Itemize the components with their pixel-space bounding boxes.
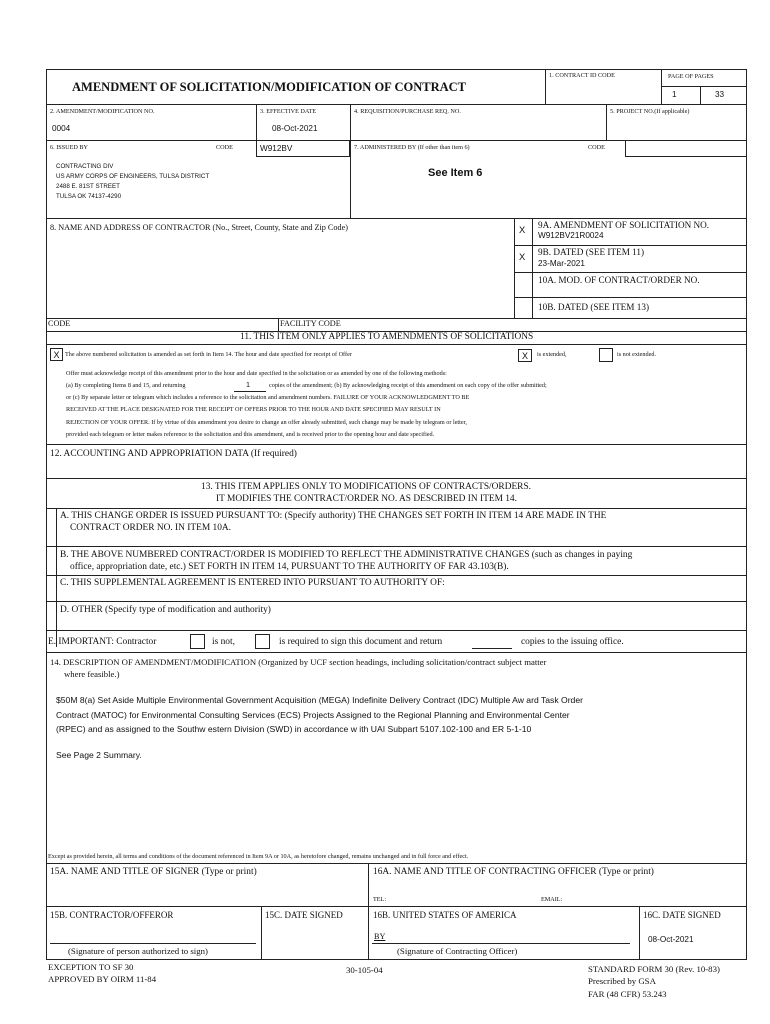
15b-label: 15B. CONTRACTOR/OFFEROR xyxy=(50,910,174,920)
16c-value: 08-Oct-2021 xyxy=(648,935,694,944)
administered-code-box xyxy=(625,140,747,157)
amendment-no-label: 2. AMENDMENT/MODIFICATION NO. xyxy=(50,108,155,115)
effective-date-value: 08-Oct-2021 xyxy=(272,124,318,133)
item-e-required: is required to sign this document and return xyxy=(279,637,443,647)
signature-person-caption: (Signature of person authorized to sign) xyxy=(68,946,208,956)
pages-total: 33 xyxy=(715,90,725,99)
footer-standard-form: STANDARD FORM 30 (Rev. 10-83) xyxy=(588,964,720,974)
item11-line1: The above numbered solicitation is amended as set forth in Item 14. The hour and date specified for receipt of Offer xyxy=(65,351,352,358)
footer-approved: APPROVED BY OIRM 11-84 xyxy=(48,974,157,984)
item11-para-1: Offer must acknowledge receipt of this amendment prior to the hour and date specified in the solicitation or as amended by one of the following methods: xyxy=(66,370,447,377)
tel-label: TEL: xyxy=(373,896,387,903)
item14-label: 14. DESCRIPTION OF AMENDMENT/MODIFICATION (Organized by UCF section headings, including solicitation/contract subject matter xyxy=(50,657,547,667)
by-label: BY xyxy=(374,932,386,941)
item11-para-6: provided each telegram or letter makes reference to the solicitation and this amendment, and is received prior to the opening hour and date specified. xyxy=(66,431,435,438)
signature-officer-caption: (Signature of Contracting Officer) xyxy=(397,946,518,956)
issuer-line-2: US ARMY CORPS OF ENGINEERS, TULSA DISTRICT xyxy=(56,173,210,180)
item11-para-2b: copies of the amendment; (b) By acknowledging receipt of this amendment on each copy of the offer submitted; xyxy=(269,382,547,389)
item13-a-line1: A. THIS CHANGE ORDER IS ISSUED PURSUANT TO: (Specify authority) THE CHANGES SET FORTH IN ITEM 14 ARE MADE IN THE xyxy=(60,511,607,521)
requisition-label: 4. REQUISITION/PURCHASE REQ. NO. xyxy=(354,108,461,115)
issuer-line-3: 2488 E. 81ST STREET xyxy=(56,183,120,190)
contractor-code-label: CODE xyxy=(48,319,71,328)
10b-label: 10B. DATED (SEE ITEM 13) xyxy=(538,302,650,312)
issued-by-label: 6. ISSUED BY xyxy=(50,144,88,151)
form-title: AMENDMENT OF SOLICITATION/MODIFICATION OF CONTRACT xyxy=(72,80,467,94)
16a-label: 16A. NAME AND TITLE OF CONTRACTING OFFICER (Type or print) xyxy=(373,867,654,877)
page-of-pages-label: PAGE OF PAGES xyxy=(668,73,714,80)
item13-heading-1: 13. THIS ITEM APPLIES ONLY TO MODIFICATIONS OF CONTRACTS/ORDERS. xyxy=(201,482,531,492)
is-extended-label: is extended, xyxy=(537,351,567,358)
extended-checkbox[interactable]: X xyxy=(518,349,532,362)
item11-amended-checkbox[interactable]: X xyxy=(50,348,63,361)
item13-a-line2: CONTRACT ORDER NO. IN ITEM 10A. xyxy=(70,523,232,533)
10a-label: 10A. MOD. OF CONTRACT/ORDER NO. xyxy=(538,275,700,285)
item14-desc-line-3: (RPEC) and as assigned to the Southw estern Division (SWD) in accordance w ith UAI Subpart 5107.102-100 and ER 5-1-10 xyxy=(56,724,532,734)
not-extended-checkbox[interactable] xyxy=(599,348,613,362)
is-not-checkbox[interactable] xyxy=(190,634,205,649)
item11-para-4: RECEIVED AT THE PLACE DESIGNATED FOR THE RECEIPT OF OFFERS PRIOR TO THE HOUR AND DATE SPECIFIED MAY RESULT IN xyxy=(66,406,441,413)
item11-para-5: REJECTION OF YOUR OFFER. If by virtue of this amendment you desire to change an offer already submitted, such change may be made by telegram or letter, xyxy=(66,419,467,426)
item-e-copies: copies to the issuing office. xyxy=(521,637,624,647)
9b-value: 23-Mar-2021 xyxy=(538,259,585,268)
footer-exception: EXCEPTION TO SF 30 xyxy=(48,962,134,972)
officer-signature-line[interactable] xyxy=(372,943,630,944)
9a-label: 9A. AMENDMENT OF SOLICITATION NO. xyxy=(538,220,710,230)
item14-desc-line-1: $50M 8(a) Set Aside Multiple Environmental Government Acquisition (MEGA) Indefinite Delivery Contract (IDC) Multiple Aw ard Task Order xyxy=(56,695,583,705)
item-e-is-not: is not, xyxy=(212,637,235,647)
9a-value: W912BV21R0024 xyxy=(538,231,604,240)
item14-except: Except as provided herein, all terms and conditions of the document referenced in Item 9A or 10A, as heretofore changed, remains unchanged and in full force and effect. xyxy=(48,853,469,860)
item12-label: 12. ACCOUNTING AND APPROPRIATION DATA (If required) xyxy=(50,449,297,459)
facility-code-label: FACILITY CODE xyxy=(280,319,341,328)
issued-code-label: CODE xyxy=(216,144,233,151)
9a-x-mark: X xyxy=(519,224,526,235)
9b-x-mark: X xyxy=(519,251,526,262)
footer-prescribed: Prescribed by GSA xyxy=(588,976,656,986)
footer-far: FAR (48 CFR) 53.243 xyxy=(588,989,667,999)
item13-b-line1: B. THE ABOVE NUMBERED CONTRACT/ORDER IS MODIFIED TO REFLECT THE ADMINISTRATIVE CHANGES (such as changes in paying xyxy=(60,550,633,560)
item13-b-line2: office, appropriation date, etc.) SET FORTH IN ITEM 14, PURSUANT TO THE AUTHORITY OF FAR 43.103(B). xyxy=(70,562,509,572)
item13-c: C. THIS SUPPLEMENTAL AGREEMENT IS ENTERED INTO PURSUANT TO AUTHORITY OF: xyxy=(60,578,445,588)
issuer-line-4: TULSA OK 74137-4290 xyxy=(56,193,122,200)
15c-label: 15C. DATE SIGNED xyxy=(265,910,343,920)
item-e-label: E. IMPORTANT: Contractor xyxy=(48,637,157,647)
item11-heading: 11. THIS ITEM ONLY APPLIES TO AMENDMENTS OF SOLICITATIONS xyxy=(240,332,534,342)
email-label: EMAIL: xyxy=(541,896,563,903)
administered-by-label: 7. ADMINISTERED BY (If other than item 6) xyxy=(354,144,470,151)
16b-label: 16B. UNITED STATES OF AMERICA xyxy=(373,910,517,920)
item11-para-2a: (a) By completing Items 8 and 15, and returning xyxy=(66,382,186,389)
page-number: 1 xyxy=(672,90,677,99)
item14-label-2: where feasible.) xyxy=(64,669,120,679)
effective-date-label: 3. EFFECTIVE DATE xyxy=(260,108,317,115)
is-not-extended-label: is not extended. xyxy=(617,351,657,358)
is-required-checkbox[interactable] xyxy=(255,634,270,649)
item13-d: D. OTHER (Specify type of modification and authority) xyxy=(60,605,271,615)
item14-desc-line-2: Contract (MATOC) for Environmental Consulting Services (ECS) Projects Assigned to the Regional Planning and Environmental Center xyxy=(56,710,570,720)
contractor-address-label: 8. NAME AND ADDRESS OF CONTRACTOR (No., Street, County, State and Zip Code) xyxy=(50,223,348,232)
see-item-6: See Item 6 xyxy=(428,167,483,179)
amendment-no-value: 0004 xyxy=(52,124,71,133)
issued-code-value: W912BV xyxy=(260,144,293,153)
footer-form-number: 30-105-04 xyxy=(346,965,383,975)
9b-label: 9B. DATED (SEE ITEM 11) xyxy=(538,247,645,257)
item11-copies-value: 1 xyxy=(246,380,250,389)
15a-label: 15A. NAME AND TITLE OF SIGNER (Type or print) xyxy=(50,867,257,877)
issuer-line-1: CONTRACTING DIV xyxy=(56,163,114,170)
contractor-signature-line[interactable] xyxy=(50,943,256,944)
item11-para-3: or (c) By separate letter or telegram which includes a reference to the solicitation and amendment numbers. FAILURE OF YOUR ACKNOWLEDGMENT TO BE xyxy=(66,394,470,401)
administered-code-label: CODE xyxy=(588,144,605,151)
16c-label: 16C. DATE SIGNED xyxy=(643,910,721,920)
contract-id-label: 1. CONTRACT ID CODE xyxy=(549,72,615,79)
item14-see-page: See Page 2 Summary. xyxy=(56,750,142,760)
item13-heading-2: IT MODIFIES THE CONTRACT/ORDER NO. AS DESCRIBED IN ITEM 14. xyxy=(216,494,517,504)
project-no-label: 5. PROJECT NO.(If applicable) xyxy=(610,108,690,115)
